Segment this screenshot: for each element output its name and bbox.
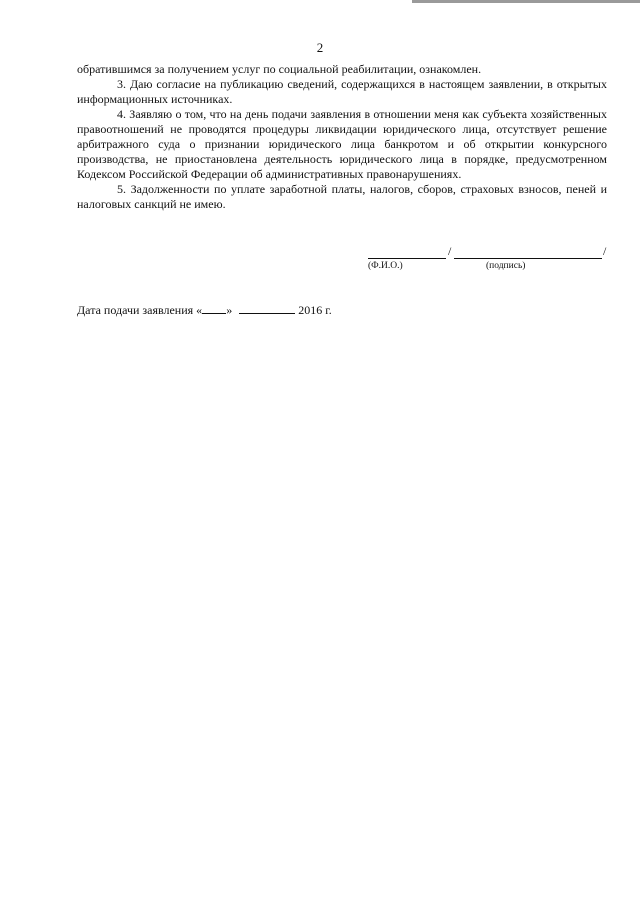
- paragraph-consent-publication: 3. Даю согласие на публикацию сведений, содержащихся в настоящем заявлении, в открытых информационных источниках.: [77, 77, 607, 106]
- document-body: [77, 62, 607, 212]
- day-blank: [202, 302, 226, 314]
- signature-slash-right: /: [603, 244, 607, 258]
- name-line: [368, 258, 446, 259]
- signature-block: [368, 246, 608, 276]
- paragraph-continuation: обратившимся за получением услуг по социальной реабилитации, ознакомлен.: [77, 62, 482, 76]
- month-blank: [239, 302, 295, 314]
- signature-slash-left: /: [448, 244, 452, 258]
- paragraph-no-debts: 5. Задолженности по уплате заработной платы, налогов, сборов, страховых взносов, пеней и налоговых санкций не имею.: [77, 182, 607, 211]
- signature-caption: (подпись): [486, 261, 526, 271]
- date-label: Дата подачи заявления «: [77, 303, 203, 317]
- page-number: 2: [316, 40, 324, 55]
- name-caption: (Ф.И.О.): [368, 261, 403, 271]
- scan-edge-mark: [412, 0, 640, 3]
- date-year: 2016 г.: [298, 303, 332, 317]
- submission-date-line: [77, 302, 332, 318]
- date-quote-close: »: [226, 303, 233, 317]
- paragraph-no-liquidation: 4. Заявляю о том, что на день подачи заявления в отношении меня как субъекта хозяйственных правоотношений не проводятся процедуры ликвидации юридического лица, отсутствует решение арбитражного суда о признании юридического лица банкротом и об открытии конкурсного производства, не приостановлена деятельность юридического лица в порядке, предусмотренном Кодексом Российской Федерации об административных правонарушениях.: [77, 107, 607, 181]
- signature-line: [454, 258, 602, 259]
